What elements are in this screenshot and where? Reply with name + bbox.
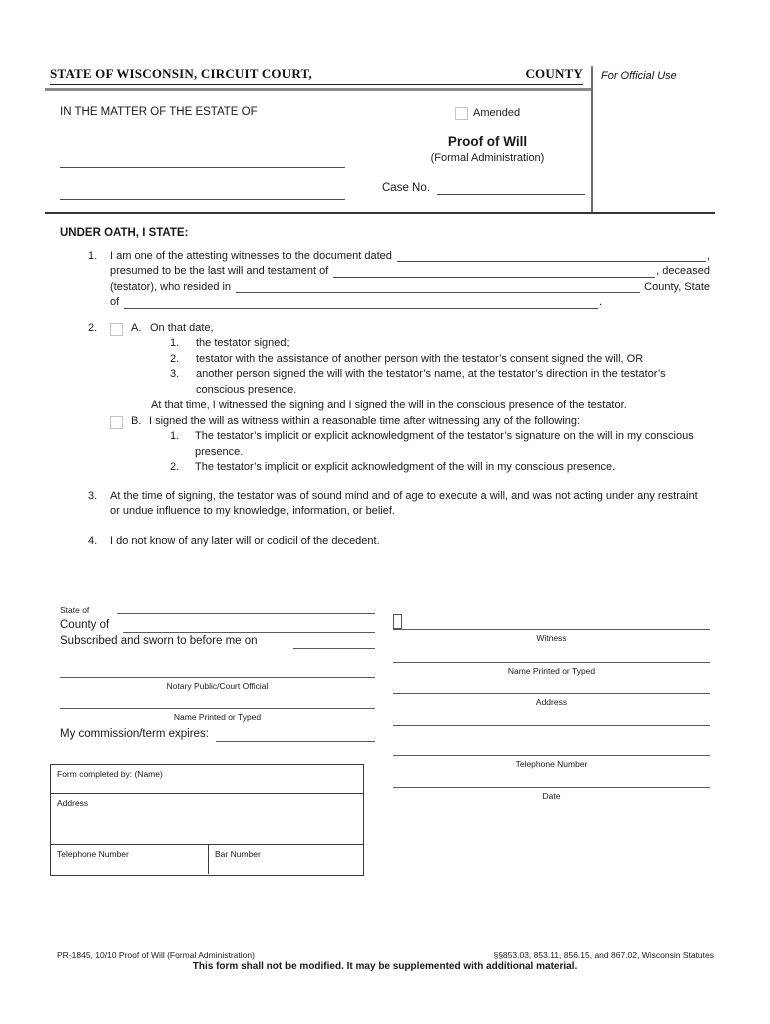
oath-item-4 — [60, 534, 710, 550]
item-1-body — [110, 249, 710, 311]
header-gray-rule — [45, 88, 591, 91]
notary-signature-caption: Notary Public/Court Official — [166, 681, 269, 691]
item-1-line-1-tail: , — [706, 249, 710, 262]
option-a-closing: At that time, I witnessed the signing and I signed the will in the conscious presence of the testator. — [151, 399, 627, 411]
completed-by-address-cell[interactable] — [51, 794, 363, 845]
estate-matter-label: IN THE MATTER OF THE ESTATE OF — [60, 106, 258, 118]
option-a-row — [110, 321, 710, 337]
witness-date-caption: Date — [542, 791, 561, 801]
notary-signature-line[interactable] — [60, 677, 375, 678]
option-a-subitem-3-number: 3. — [170, 368, 180, 380]
state-of-blank[interactable] — [124, 308, 598, 309]
option-b-row — [110, 414, 710, 430]
item-1-line-3-tail: County, State — [644, 280, 710, 293]
witness-name-line[interactable] — [393, 662, 710, 663]
option-b-checkbox[interactable] — [110, 416, 123, 429]
item-4-text: I do not know of any later will or codicil of the decedent. — [110, 534, 380, 547]
court-header-county: COUNTY — [525, 66, 583, 81]
court-header-row — [50, 66, 583, 85]
option-a-subitem-1-text: the testator signed; — [196, 337, 290, 349]
completed-by-name-label: Form completed by: (Name) — [57, 769, 163, 779]
option-a-subitem-2 — [170, 352, 710, 368]
witness-address-line-1[interactable] — [393, 693, 710, 694]
option-b-subitem-1 — [170, 429, 710, 460]
county-of-label: County of — [60, 619, 110, 631]
item-1-number: 1. — [88, 249, 98, 262]
witness-signature-line[interactable] — [393, 629, 710, 630]
item-1-line-1-text: I am one of the attesting witnesses to the document dated — [110, 249, 392, 262]
option-a-subitem-2-text: testator with the assistance of another person with the testator’s consent signed the will, OR — [196, 352, 644, 365]
resided-in-blank[interactable] — [236, 292, 640, 293]
oath-item-1 — [60, 249, 710, 311]
witness-address-line-2[interactable] — [393, 725, 710, 726]
option-a-subitem-2-number: 2. — [170, 352, 180, 365]
document-date-blank[interactable] — [397, 261, 706, 262]
item-1-line-4-text: of — [110, 296, 120, 308]
completed-by-phone-label: Telephone Number — [57, 849, 129, 859]
completed-by-address-label: Address — [57, 798, 89, 808]
form-title: Proof of Will — [447, 134, 528, 149]
option-b-subitem-1-text: The testator’s implicit or explicit acknowledgment of the testator’s signature on the will in my conscious presence. — [195, 430, 694, 458]
state-of-label: State of — [60, 605, 90, 615]
witness-phone-line[interactable] — [393, 755, 710, 756]
item-2-body — [110, 321, 710, 476]
item-1-line-3 — [110, 280, 710, 296]
witness-address-caption: Address — [535, 697, 568, 707]
option-a-subitem-3-text: another person signed the will with the testator’s name, at the testator’s direction in the testator’s conscious presence. — [196, 368, 666, 396]
statutes-footer: §§853.03, 853.11, 856.15, and 867.02, Wisconsin Statutes — [493, 950, 714, 960]
form-completed-by-box — [50, 764, 364, 876]
form-subtitle: (Formal Administration) — [430, 152, 545, 164]
option-b-sublist — [170, 429, 710, 476]
notary-county-blank[interactable] — [123, 632, 375, 633]
header-bottom-rule — [45, 212, 715, 214]
option-b-letter: B. — [131, 414, 142, 427]
item-1-line-2-tail: , deceased — [656, 265, 710, 277]
oath-item-3 — [60, 489, 710, 520]
oath-section — [60, 226, 710, 549]
option-b-subitem-1-number: 1. — [170, 430, 180, 442]
item-3-text: At the time of signing, the testator was of sound mind and of age to execute a will, and was not acting under any restraint or undue influence to my knowledge, information, or belief. — [110, 489, 698, 517]
option-a-subitem-1 — [170, 336, 710, 352]
item-1-line-3-text: (testator), who resided in — [110, 280, 232, 293]
witness-date-line[interactable] — [393, 787, 710, 788]
item-1-line-2-text: presumed to be the last will and testament of — [110, 265, 329, 277]
oath-item-2 — [60, 321, 710, 476]
item-1-line-4 — [110, 295, 602, 311]
case-number-blank[interactable] — [437, 183, 585, 195]
commission-expires-blank[interactable] — [216, 741, 375, 742]
testament-of-blank[interactable] — [333, 277, 655, 278]
decedent-name-blank-2[interactable] — [60, 187, 345, 200]
witness-name-caption: Name Printed or Typed — [507, 666, 596, 676]
completed-by-phone-cell[interactable] — [51, 845, 209, 874]
option-b-subitem-2 — [170, 460, 710, 476]
option-a-subitem-3 — [170, 367, 710, 398]
official-use-label: For Official Use — [601, 70, 677, 82]
item-2-number: 2. — [88, 321, 98, 334]
completed-by-name-cell[interactable] — [51, 765, 363, 794]
item-1-line-1 — [110, 249, 710, 265]
item-4-number: 4. — [88, 534, 98, 547]
decedent-name-blank-1[interactable] — [60, 155, 345, 168]
option-b-intro: I signed the will as witness within a reasonable time after witnessing any of the following: — [149, 414, 581, 427]
option-a-checkbox[interactable] — [110, 323, 123, 336]
witness-box-glyph — [393, 614, 402, 629]
subscribed-date-blank[interactable] — [293, 648, 375, 649]
court-header-prefix: STATE OF WISCONSIN, CIRCUIT COURT, — [50, 66, 312, 81]
notary-name-line[interactable] — [60, 708, 375, 709]
item-3-number: 3. — [88, 489, 98, 502]
notary-state-blank[interactable] — [117, 613, 375, 614]
option-b-subitem-2-number: 2. — [170, 461, 180, 473]
commission-label: My commission/term expires: — [60, 728, 209, 740]
completed-by-bar-label: Bar Number — [215, 849, 261, 859]
witness-signature-caption: Witness — [536, 633, 567, 643]
witness-phone-caption: Telephone Number — [515, 759, 588, 769]
item-1-line-4-tail: . — [598, 296, 602, 308]
form-number-footer: PR-1845, 10/10 Proof of Will (Formal Administration) — [57, 950, 255, 960]
oath-heading: UNDER OATH, I STATE: — [60, 227, 189, 239]
completed-by-bottom-row — [51, 845, 363, 874]
notary-name-caption: Name Printed or Typed — [173, 712, 262, 722]
no-modification-notice: This form shall not be modified. It may be supplemented with additional material. — [192, 961, 578, 972]
option-a-intro: On that date, — [150, 321, 214, 334]
option-b-subitem-2-text: The testator’s implicit or explicit acknowledgment of the will in my conscious presence. — [195, 461, 616, 473]
amended-label: Amended — [473, 107, 521, 119]
option-a-letter: A. — [131, 321, 142, 334]
completed-by-bar-cell[interactable] — [209, 845, 363, 874]
option-a-sublist — [170, 336, 710, 398]
option-a-subitem-1-number: 1. — [170, 337, 180, 349]
case-number-label: Case No. — [382, 182, 430, 194]
amended-checkbox[interactable] — [455, 107, 468, 120]
item-1-line-2 — [110, 264, 710, 280]
subscribed-label: Subscribed and sworn to before me on — [60, 635, 258, 647]
